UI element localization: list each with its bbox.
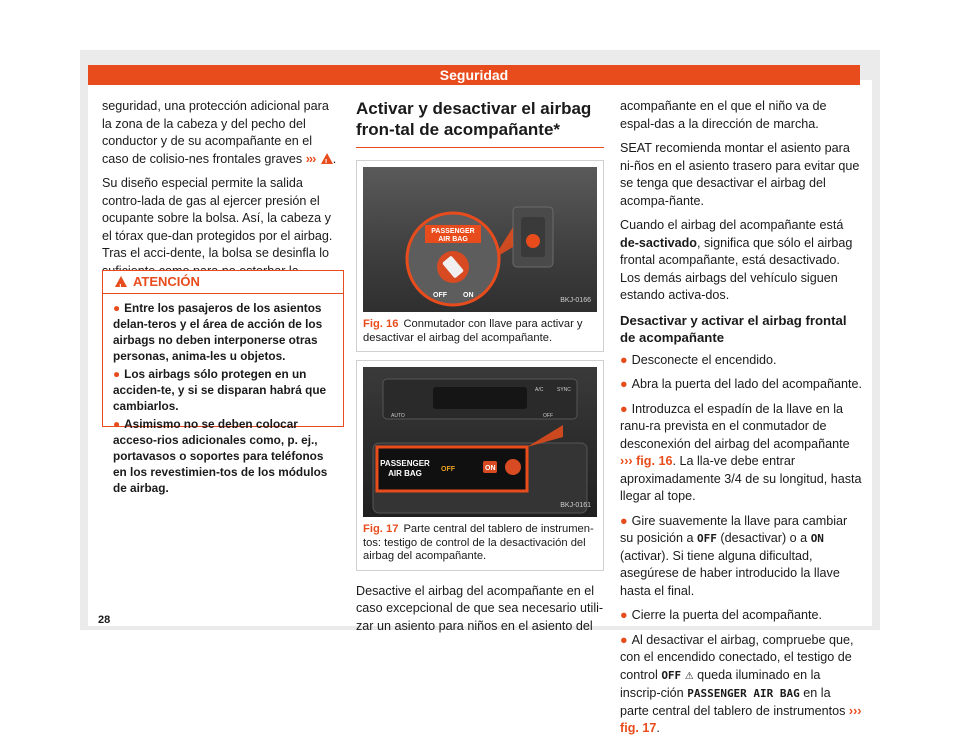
panel-on: ON [485,465,496,472]
list-item-text: (activar). Si tiene alguna dificultad, asegúrese de haber introducido la llave hasta el final. [620,548,840,598]
paragraph-continued: acompañante en el que el niño va de espal-das a la dirección de marcha. [620,99,827,131]
subheading: Desactivar y activar el airbag frontal de acompañante [620,312,847,345]
warning-icon [115,276,127,287]
bullet-icon: ● [620,352,628,367]
paragraph-deactivated [620,217,862,305]
passenger-airbag-label: PASSENGER AIR BAG [687,687,800,700]
page-number: 28 [98,614,111,626]
figure-link[interactable] [620,454,673,468]
airbag-switch-illustration [363,167,597,312]
figure-16-image [363,167,597,312]
list-item-text: Cierre la puerta del acompañante. [631,608,823,622]
list-item-text: Desconecte el encendido. [631,352,777,367]
list-item-text: Entre los pasajeros de los asientos delan-teros y el área de acción de los airbags no deben interponerse otras personas, anima-les u objetos. [113,301,323,363]
list-item-text: Abra la puerta del lado del acompañante. [631,377,862,391]
list-item [620,632,862,738]
list-item-text: Al desactivar el airbag, compruebe que, con el encendido conectado, el testigo de control [620,632,854,682]
link-text: fig. 17 [620,721,657,735]
btn-sync: SYNC [557,387,571,393]
link-arrows: ››› [620,454,633,468]
panel-line1: PASSENGER [380,459,430,468]
list-item-text: . La lla-ve debe entrar aproximadamente 3/4 de su longitud, hasta llegar al tope. [620,454,862,503]
airbag-off-icon: ⚠ [684,670,694,682]
figure-caption [363,318,597,345]
list-item [113,416,335,496]
panel-line2: AIR BAG [388,469,422,478]
warning-list [103,294,343,496]
link-arrows: ››› [848,703,862,718]
list-item-text: Introduzca el espadín de la llave en la ranu-ra prevista en el conmutador de desconexión del airbag del acompañante [620,401,850,451]
figure-label: Fig. 17 [363,523,399,535]
paragraph-deactivate: Desactive el airbag del acompañante en el caso excepcional de que sea necesario utili-zar un asiento para niños en el asiento del [356,583,604,633]
list-item [620,401,862,506]
btn-off: OFF [543,413,553,419]
paragraph-intro: seguridad, una protección adicional para la zona de la cabeza y del pecho del conductor y de su acompañante en el caso de colisio-nes frontales graves ››› ! . [102,98,342,168]
paragraph-design: Su diseño especial permite la salida contro-lada de gas al ejercer presión el ocupante sobre la bolsa. Así, la cabeza y el tórax que-dan protegidos por el airbag. Tras el acci-dente, la bolsa se desinfla lo [102,176,333,260]
warning-header [103,271,343,294]
bullet-icon: ● [620,513,628,528]
paragraph-text: , significa que sólo el airbag frontal acompañante, está desactivado. Los demás airbags del vehículo siguen estando activa-dos. [620,235,853,302]
sticker-line1: PASSENGER [431,228,475,235]
link-text: fig. 16 [636,454,673,468]
figure-code: BKJ-0166 [560,296,591,304]
bullet-icon: ● [113,367,121,381]
list-item [113,300,335,364]
off-label: OFF [433,292,447,299]
caption-text: Conmutador con llave para activar y desactivar el airbag del acompañante. [363,318,583,344]
btn-ac: A/C [535,387,544,393]
column-right [620,98,862,745]
cross-reference-arrows[interactable]: ››› [305,151,316,166]
section-header: Seguridad [88,65,860,85]
figure-code: BKJ-0161 [560,501,591,509]
off-indicator: OFF [661,668,682,682]
section-title: Activar y desactivar el airbag fron-tal de acompañante* [356,98,604,148]
list-item-text: Gire suavemente la llave para cambiar su posición a [620,513,848,545]
warning-box [102,270,344,495]
figure-label: Fig. 16 [363,318,399,330]
caption-text: Parte central del tablero de instrumen-tos: testigo de control de la desactivación del airbag del acompañante. [363,523,594,562]
list-item [620,376,862,394]
column-middle [356,98,604,642]
emphasis-text: de-sactivado [620,235,697,250]
list-item [620,513,862,601]
bullet-icon: ● [620,401,628,416]
sticker-line2: AIR BAG [438,236,468,243]
list-item [620,352,862,370]
figure-16 [356,160,604,352]
on-label: ON [463,292,474,299]
list-item [620,607,862,625]
list-item-text: Asimismo no se deben colocar acceso-rios adicionales como, p. ej., portavasos o soportes para teléfonos en los revestimien-tos de los módulos de airbag. [113,417,328,495]
figure-17 [356,360,604,571]
btn-auto: AUTO [391,413,405,419]
list-item-text: . [656,721,660,735]
warning-title: ATENCIÓN [133,274,200,289]
list-item-text: Los airbags sólo protegen en un acciden-te, y si se disparan habrá que cambiarlos. [113,367,327,413]
bullet-icon: ● [113,301,121,315]
paragraph-text: seguridad, una protección adicional para la zona de la cabeza y del pecho del conductor y de su acompañante en el caso de colisio-nes frontales graves [102,99,329,166]
warning-icon [321,153,333,164]
list-item [113,366,335,414]
list-item-text: en la parte central del tablero de instrumentos [620,686,846,718]
on-indicator: ON [810,532,824,545]
list-item-text: queda iluminado en la inscrip-ción [620,667,821,700]
paragraph-text: Cuando el airbag del acompañante está [620,218,844,232]
paragraph-recommendation: SEAT recomienda montar el asiento para ni-ños en el asiento trasero para evitar que se tenga que desactivar el airbag del acompa-ñante. [620,141,860,208]
bullet-icon: ● [620,632,628,647]
figure-caption [363,523,597,564]
bullet-icon: ● [620,608,628,622]
dashboard-illustration [363,367,597,517]
off-indicator: OFF [697,532,717,545]
panel-off: OFF [441,466,455,473]
bullet-icon: ● [620,377,628,391]
list-item-text: (desactivar) o a [720,531,808,545]
bullet-icon: ● [113,417,121,431]
figure-17-image [363,367,597,517]
